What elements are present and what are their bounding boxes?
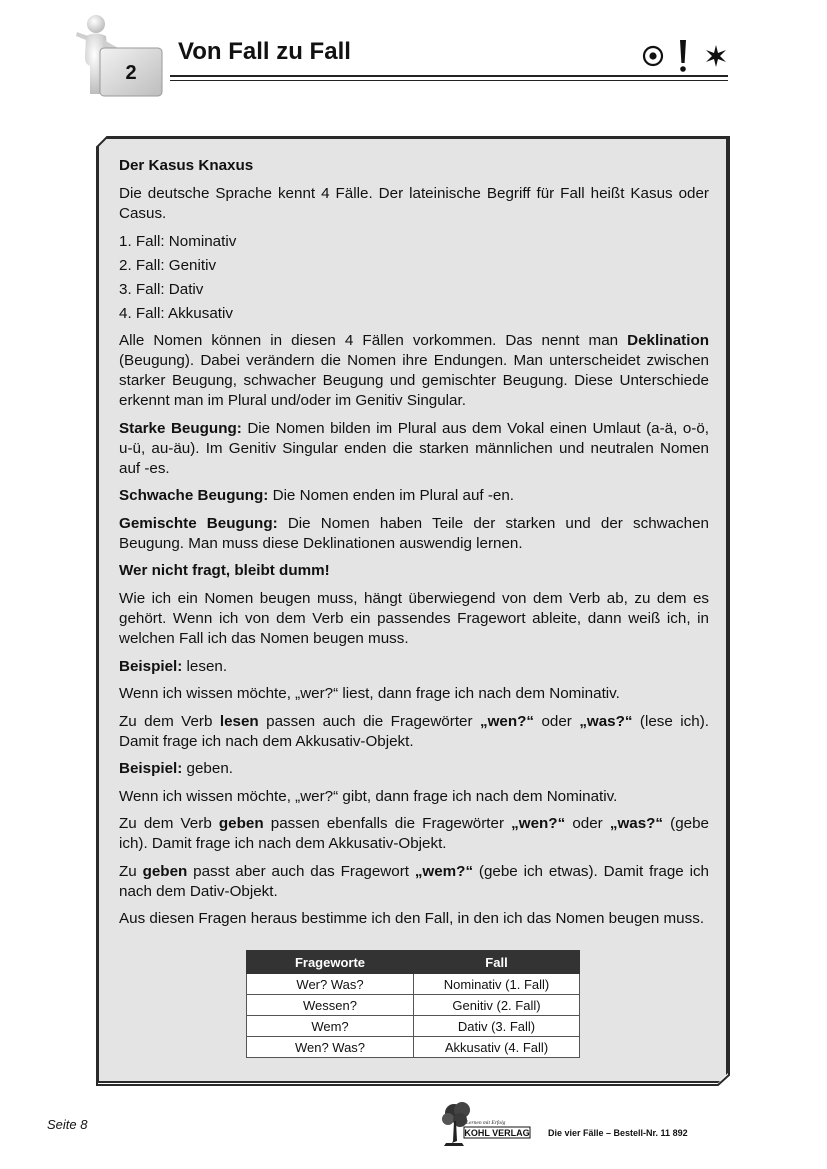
- text: (Beugung). Dabei verändern die Nomen ihre Endungen. Man unterscheidet zwischen starker Beugung, schwacher Beugung und gemischter Beugung. Diese Unterschiede erkennt man im Plural und/oder im Genitiv Singular.: [119, 352, 709, 409]
- text: oder: [534, 712, 580, 730]
- text: Die Nomen bilden im Plural aus dem Vokal einen Umlaut (a-ä, o-ö, u-ü, au-äu). Im Genitiv Singular enden die starken männlichen und neutralen Nomen auf -es.: [119, 419, 709, 477]
- weak-declension: [119, 486, 709, 506]
- table-row: [247, 995, 580, 1016]
- strong-declension: [119, 419, 709, 479]
- text: lesen.: [182, 657, 228, 675]
- table-cell: Wer? Was?: [247, 974, 414, 995]
- star-icon: [706, 45, 726, 67]
- question-bold: „was?“: [609, 815, 664, 832]
- case-table: [246, 950, 580, 1058]
- label-bold: Beispiel:: [119, 760, 183, 777]
- difficulty-icons: [640, 36, 732, 74]
- example-lesen-line: Wenn ich wissen möchte, „wer?“ liest, dann frage ich nach dem Nominativ.: [119, 685, 620, 702]
- example-geben-detail: [119, 814, 709, 854]
- case-item: 4. Fall: Akkusativ: [119, 304, 233, 322]
- term-bold: Deklination: [627, 332, 709, 349]
- chapter-number: 2: [125, 62, 137, 84]
- conclusion-paragraph: Aus diesen Fragen heraus bestimme ich den Fall, in den ich das Nomen beugen muss.: [119, 910, 705, 927]
- question-bold: „wen?“: [511, 815, 566, 832]
- text: passt aber auch das Fragewort: [187, 862, 415, 880]
- subheading: Wer nicht fragt, bleibt dumm!: [119, 562, 330, 579]
- example-geben-dative: [119, 862, 709, 902]
- example-geben-line: Wenn ich wissen möchte, „wer?“ gibt, dann frage ich nach dem Nominativ.: [119, 787, 618, 805]
- table-cell: Wen? Was?: [247, 1037, 414, 1058]
- case-item: 3. Fall: Dativ: [119, 280, 204, 298]
- text: oder: [565, 815, 610, 832]
- table-row: [247, 1037, 580, 1058]
- label-bold: Schwache Beugung:: [119, 487, 269, 504]
- table-cell: Wem?: [247, 1016, 414, 1037]
- case-item: 1. Fall: Nominativ: [119, 232, 237, 250]
- question-bold: „wen?“: [480, 712, 535, 730]
- text: geben.: [182, 760, 233, 777]
- table-header: Frageworte: [247, 951, 414, 974]
- label-bold: Beispiel:: [119, 657, 183, 675]
- content: [119, 156, 709, 937]
- table-cell: Akkusativ (4. Fall): [414, 1037, 580, 1058]
- case-item: 2. Fall: Genitiv: [119, 256, 217, 274]
- example-lesen: [119, 657, 709, 677]
- header-rule: [170, 75, 728, 77]
- text: Alle Nomen können in diesen 4 Fällen vorkommen. Das nennt man: [119, 332, 628, 349]
- table-header-row: [247, 951, 580, 974]
- logo-tagline: Lernen mit Erfolg: [466, 1120, 506, 1126]
- text: (gebe ich). Damit frage ich nach dem Akkusativ-Objekt.: [119, 815, 709, 852]
- verb-bold: lesen: [219, 712, 259, 730]
- question-bold: „was?“: [579, 712, 633, 730]
- text: Die Nomen haben Teile der starken und der schwachen Beugung. Man muss diese Deklinationen auswendig lernen.: [119, 514, 709, 552]
- table-header: Fall: [414, 951, 580, 974]
- text: passen ebenfalls die Fragewörter: [263, 815, 512, 832]
- table-cell: Nominativ (1. Fall): [414, 974, 580, 995]
- text: Zu dem Verb: [119, 712, 220, 730]
- table-cell: Genitiv (2. Fall): [414, 995, 580, 1016]
- label-bold: Gemischte Beugung:: [119, 514, 278, 532]
- order-info: Die vier Fälle – Bestell-Nr. 11 892: [548, 1128, 688, 1138]
- intro-paragraph: Die deutsche Sprache kennt 4 Fälle. Der lateinische Begriff für Fall heißt Kasus oder Casus.: [119, 185, 709, 222]
- logo-name: KOHL VERLAG: [464, 1128, 530, 1138]
- text: Die Nomen enden im Plural auf -en.: [268, 487, 515, 504]
- page-number: Seite 8: [47, 1117, 88, 1132]
- table-cell: Dativ (3. Fall): [414, 1016, 580, 1037]
- declination-paragraph: [119, 331, 709, 411]
- target-icon: [644, 47, 662, 65]
- example-lesen-detail: [119, 712, 709, 752]
- text: Zu dem Verb: [119, 815, 219, 832]
- question-intro: Wie ich ein Nomen beugen muss, hängt überwiegend von dem Verb ab, zu dem es gehört. Wenn ich von dem Verb ein passendes Fragewort ableite, dann weiß ich, in welchen Fall ich das Nomen beugen muss.: [119, 590, 709, 647]
- section-heading: Der Kasus Knaxus: [119, 157, 254, 174]
- exclamation-icon: [680, 40, 686, 72]
- example-geben: [119, 759, 709, 779]
- table-row: [247, 1016, 580, 1037]
- text: passen auch die Fragewörter: [258, 712, 480, 730]
- label-bold: Starke Beugung:: [119, 419, 242, 437]
- mixed-declension: [119, 514, 709, 554]
- verb-bold: geben: [142, 862, 188, 880]
- text: (gebe ich etwas). Damit frage ich nach dem Dativ-Objekt.: [119, 862, 709, 900]
- question-bold: „wem?“: [414, 862, 474, 880]
- table-row: [247, 974, 580, 995]
- text: (lese ich). Damit frage ich nach dem Akkusativ-Objekt.: [119, 712, 709, 750]
- header-rule-thin: [170, 80, 728, 81]
- verb-bold: geben: [218, 815, 264, 832]
- text: Zu: [119, 862, 143, 880]
- chapter-figure-icon: [74, 14, 166, 100]
- table-cell: Wessen?: [247, 995, 414, 1016]
- page-title: Von Fall zu Fall: [178, 38, 351, 65]
- publisher-logo: [440, 1101, 544, 1147]
